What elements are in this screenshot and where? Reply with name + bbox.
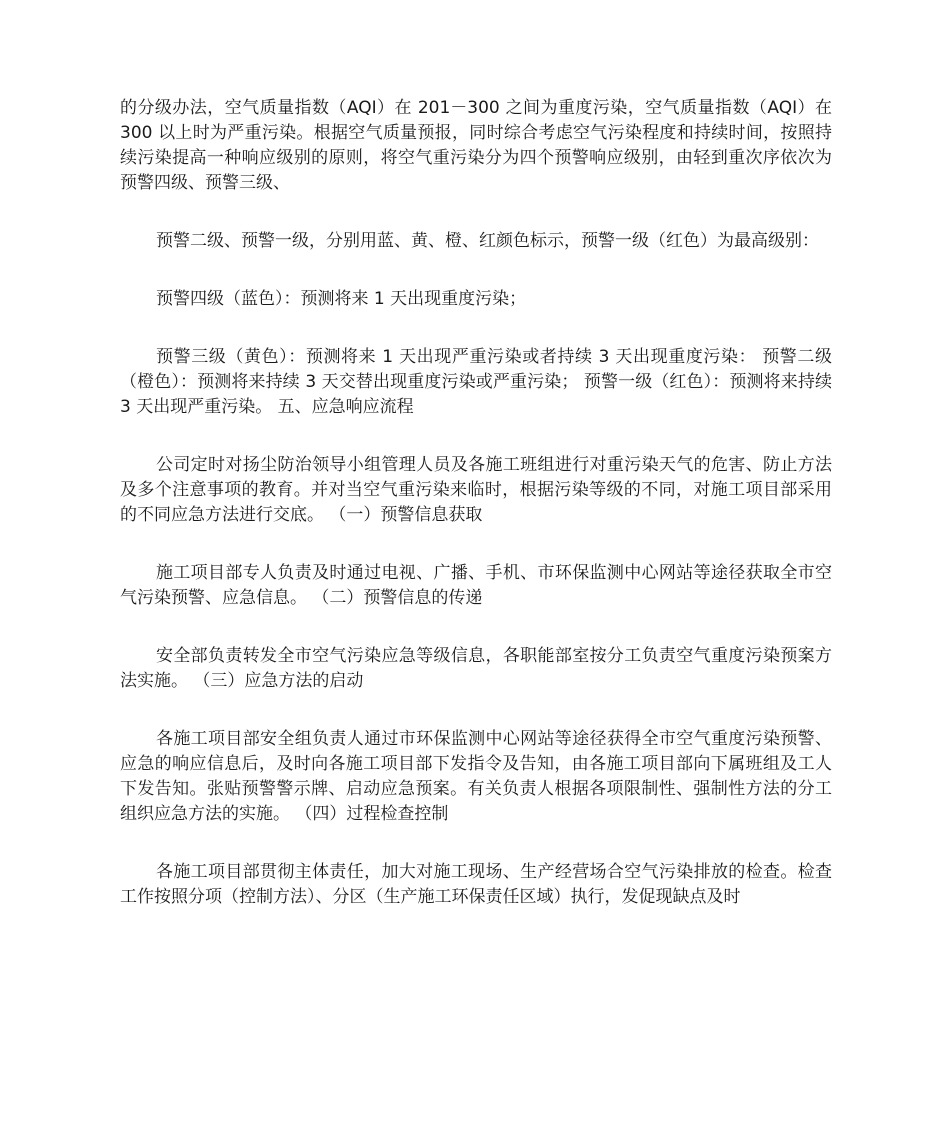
paragraph-info-transfer: 安全部负责转发全市空气污染应急等级信息，各职能部室按分工负责空气重度污染预案方法实施。 （三）应急方法的启动 [120,646,832,691]
paragraph-levels-three-two-one: 预警三级（黄色）：预测将来 1 天出现严重污染或者持续 3 天出现重度污染： 预警二级（橙色）：预测将来持续 3 天交替出现重度污染或严重污染； 预警一级（红色）：预测将来持续 3 天出现严重污染。 五、应急响应流程 [120,347,832,417]
paragraph-continuation: 的分级办法，空气质量指数（AQI）在 201－300 之间为重度污染，空气质量指数（AQI）在 300 以上时为严重污染。根据空气质量预报，同时综合考虑空气污染程度和持续时间，按照持续污染提高一种响应级别的原则，将空气重污染分为四个预警响应级别，由轻到重次序依次为预警四级、预警三级、 [120,98,832,193]
paragraph-emergency-start: 各施工项目部安全组负责人通过市环保监测中心网站等途径获得全市空气重度污染预警、应急的响应信息后，及时向各施工项目部下发指令及告知，由各施工项目部向下属班组及工人下发告知。张贴预警警示牌、启动应急预案。有关负责人根据各项限制性、强制性方法的分工组织应急方法的实施。 （四）过程检查控制 [120,729,832,824]
paragraph-education: 公司定时对扬尘防治领导小组管理人员及各施工班组进行对重污染天气的危害、防止方法及多个注意事项的教育。并对当空气重污染来临时，根据污染等级的不同，对施工项目部采用的不同应急方法进行交底。 （一）预警信息获取 [120,455,832,525]
document-body [120,96,832,943]
paragraph-level-four-blue: 预警四级（蓝色）：预测将来 1 天出现重度污染； [156,289,527,309]
paragraph-process-check: 各施工项目部贯彻主体责任，加大对施工现场、生产经营场合空气污染排放的检查。检查工作按照分项（控制方法）、分区（生产施工环保责任区域）执行，发促现缺点及时 [120,862,832,907]
paragraph-info-acquisition: 施工项目部专人负责及时通过电视、广播、手机、市环保监测中心网站等途径获取全市空气污染预警、应急信息。 （二）预警信息的传递 [120,563,832,608]
paragraph-warning-levels: 预警二级、预警一级，分别用蓝、黄、橙、红颜色标示，预警一级（红色）为最高级别： [156,231,819,251]
